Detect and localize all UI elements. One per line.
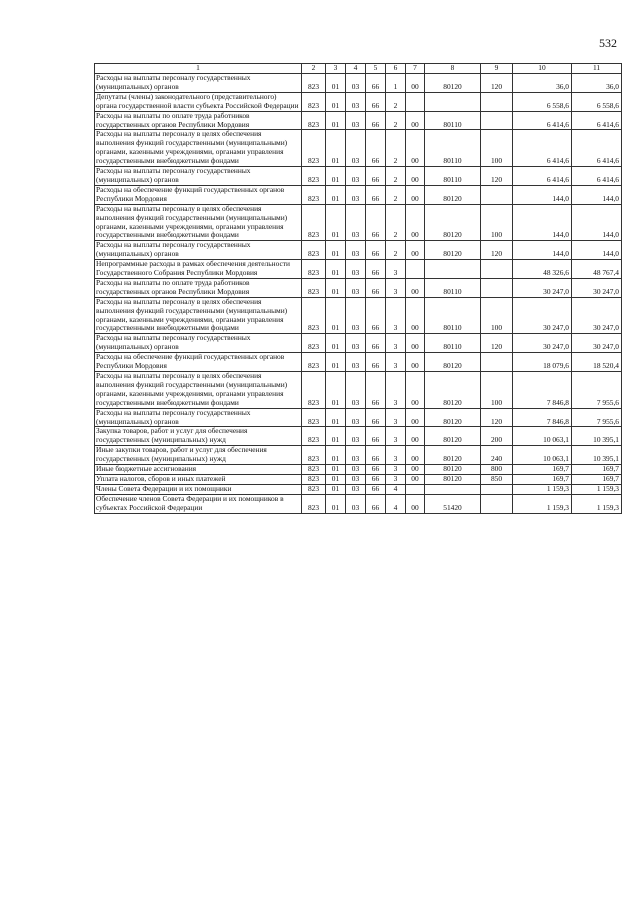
- amount-cell: 144,0: [513, 185, 572, 204]
- amount-cell: 6 414,6: [513, 111, 572, 130]
- table-row: [95, 334, 622, 353]
- table-row: [95, 130, 622, 167]
- code-cell: 66: [366, 465, 386, 475]
- header-cell: 7: [406, 64, 425, 74]
- code-cell: 03: [346, 446, 366, 465]
- code-cell: 4: [386, 484, 406, 494]
- code-cell: 823: [302, 446, 326, 465]
- row-name-cell: Расходы на выплаты персоналу государственных (муниципальных) органов: [95, 241, 302, 260]
- amount-cell: 30 247,0: [513, 297, 572, 334]
- row-name-cell: Расходы на обеспечение функций государственных органов Республики Мордовия: [95, 185, 302, 204]
- code-cell: 00: [406, 241, 425, 260]
- code-cell: 823: [302, 465, 326, 475]
- header-cell: 6: [386, 64, 406, 74]
- code-cell: 4: [386, 494, 406, 513]
- budget-table: [94, 63, 622, 514]
- header-cell: 4: [346, 64, 366, 74]
- amount-cell: 10 063,1: [513, 427, 572, 446]
- code-cell: [481, 185, 513, 204]
- amount-cell: 30 247,0: [513, 278, 572, 297]
- amount-cell: 30 247,0: [572, 334, 622, 353]
- table-row: [95, 74, 622, 93]
- code-cell: 80120: [425, 427, 481, 446]
- row-name-cell: Иные бюджетные ассигнования: [95, 465, 302, 475]
- header-cell: 9: [481, 64, 513, 74]
- header-cell: 8: [425, 64, 481, 74]
- code-cell: 03: [346, 408, 366, 427]
- code-cell: 00: [406, 185, 425, 204]
- code-cell: 100: [481, 204, 513, 241]
- code-cell: 3: [386, 465, 406, 475]
- row-name-cell: Расходы на выплаты по оплате труда работников государственных органов Республики Мордовия: [95, 278, 302, 297]
- code-cell: 01: [326, 353, 346, 372]
- code-cell: 03: [346, 92, 366, 111]
- row-name-cell: Иные закупки товаров, работ и услуг для обеспечения государственных (муниципальных) нужд: [95, 446, 302, 465]
- code-cell: 00: [406, 204, 425, 241]
- code-cell: [406, 92, 425, 111]
- amount-cell: 30 247,0: [572, 297, 622, 334]
- code-cell: 66: [366, 372, 386, 409]
- amount-cell: 144,0: [572, 204, 622, 241]
- code-cell: 03: [346, 372, 366, 409]
- code-cell: 823: [302, 260, 326, 279]
- header-cell: 1: [95, 64, 302, 74]
- table-row: [95, 408, 622, 427]
- code-cell: 120: [481, 408, 513, 427]
- code-cell: 66: [366, 297, 386, 334]
- table-row: [95, 204, 622, 241]
- code-cell: 66: [366, 204, 386, 241]
- row-name-cell: Расходы на выплаты персоналу в целях обеспечения выполнения функций государственными (муниципальными) органами, казенными учреждениями, органами управления государственными внебюджетными фондами: [95, 130, 302, 167]
- code-cell: 823: [302, 130, 326, 167]
- code-cell: 03: [346, 185, 366, 204]
- amount-cell: 144,0: [513, 204, 572, 241]
- code-cell: 00: [406, 427, 425, 446]
- code-cell: 01: [326, 278, 346, 297]
- code-cell: 66: [366, 130, 386, 167]
- code-cell: 01: [326, 334, 346, 353]
- code-cell: 01: [326, 92, 346, 111]
- code-cell: 03: [346, 111, 366, 130]
- amount-cell: 18 520,4: [572, 353, 622, 372]
- code-cell: 66: [366, 474, 386, 484]
- table-row: [95, 372, 622, 409]
- code-cell: [425, 260, 481, 279]
- code-cell: 80120: [425, 74, 481, 93]
- amount-cell: 48 326,6: [513, 260, 572, 279]
- row-name-cell: Расходы на выплаты персоналу в целях обеспечения выполнения функций государственными (муниципальными) органами, казенными учреждениями, органами управления государственными внебюджетными фондами: [95, 297, 302, 334]
- amount-cell: 7 846,8: [513, 408, 572, 427]
- code-cell: 3: [386, 353, 406, 372]
- code-cell: 80120: [425, 241, 481, 260]
- code-cell: 01: [326, 427, 346, 446]
- code-cell: [425, 92, 481, 111]
- code-cell: [425, 484, 481, 494]
- row-name-cell: Расходы на обеспечение функций государственных органов Республики Мордовия: [95, 353, 302, 372]
- code-cell: [481, 111, 513, 130]
- code-cell: 823: [302, 185, 326, 204]
- code-cell: 823: [302, 111, 326, 130]
- code-cell: 80120: [425, 185, 481, 204]
- code-cell: 03: [346, 204, 366, 241]
- code-cell: 823: [302, 92, 326, 111]
- amount-cell: 169,7: [572, 465, 622, 475]
- code-cell: 01: [326, 297, 346, 334]
- code-cell: 00: [406, 408, 425, 427]
- code-cell: [481, 353, 513, 372]
- code-cell: 00: [406, 334, 425, 353]
- code-cell: 01: [326, 372, 346, 409]
- amount-cell: 36,0: [513, 74, 572, 93]
- code-cell: 1: [386, 74, 406, 93]
- code-cell: 00: [406, 111, 425, 130]
- code-cell: 850: [481, 474, 513, 484]
- code-cell: 80110: [425, 130, 481, 167]
- code-cell: 66: [366, 427, 386, 446]
- code-cell: 00: [406, 465, 425, 475]
- code-cell: 800: [481, 465, 513, 475]
- code-cell: 66: [366, 278, 386, 297]
- code-cell: 00: [406, 474, 425, 484]
- code-cell: 66: [366, 334, 386, 353]
- amount-cell: 1 159,3: [513, 484, 572, 494]
- code-cell: 00: [406, 130, 425, 167]
- code-cell: 80110: [425, 297, 481, 334]
- code-cell: 823: [302, 408, 326, 427]
- code-cell: 03: [346, 427, 366, 446]
- amount-cell: 6 414,6: [513, 130, 572, 167]
- code-cell: 66: [366, 74, 386, 93]
- code-cell: 823: [302, 334, 326, 353]
- code-cell: 01: [326, 465, 346, 475]
- code-cell: 100: [481, 130, 513, 167]
- code-cell: 200: [481, 427, 513, 446]
- table-row: [95, 260, 622, 279]
- row-name-cell: Расходы на выплаты персоналу государственных (муниципальных) органов: [95, 74, 302, 93]
- code-cell: 80120: [425, 474, 481, 484]
- code-cell: 3: [386, 408, 406, 427]
- code-cell: 01: [326, 130, 346, 167]
- amount-cell: 169,7: [513, 465, 572, 475]
- code-cell: 2: [386, 167, 406, 186]
- code-cell: 823: [302, 241, 326, 260]
- amount-cell: 6 414,6: [572, 167, 622, 186]
- amount-cell: 36,0: [572, 74, 622, 93]
- code-cell: 00: [406, 353, 425, 372]
- amount-cell: 169,7: [513, 474, 572, 484]
- code-cell: 823: [302, 372, 326, 409]
- header-cell: 3: [326, 64, 346, 74]
- row-name-cell: Обеспечение членов Совета Федерации и их помощников в субъектах Российской Федерации: [95, 494, 302, 513]
- code-cell: 03: [346, 278, 366, 297]
- amount-cell: 7 955,6: [572, 372, 622, 409]
- table-row: [95, 111, 622, 130]
- amount-cell: 18 079,6: [513, 353, 572, 372]
- amount-cell: 144,0: [572, 241, 622, 260]
- code-cell: 80110: [425, 334, 481, 353]
- code-cell: [481, 92, 513, 111]
- code-cell: 01: [326, 241, 346, 260]
- code-cell: 3: [386, 427, 406, 446]
- amount-cell: 48 767,4: [572, 260, 622, 279]
- code-cell: 03: [346, 297, 366, 334]
- code-cell: 01: [326, 167, 346, 186]
- code-cell: 823: [302, 204, 326, 241]
- code-cell: 01: [326, 185, 346, 204]
- code-cell: 66: [366, 446, 386, 465]
- table-row: [95, 278, 622, 297]
- code-cell: 823: [302, 427, 326, 446]
- code-cell: 00: [406, 372, 425, 409]
- code-cell: 03: [346, 167, 366, 186]
- code-cell: 2: [386, 111, 406, 130]
- amount-cell: 144,0: [572, 185, 622, 204]
- code-cell: 00: [406, 167, 425, 186]
- code-cell: 3: [386, 278, 406, 297]
- code-cell: 01: [326, 474, 346, 484]
- code-cell: 00: [406, 446, 425, 465]
- code-cell: 03: [346, 260, 366, 279]
- code-cell: 01: [326, 446, 346, 465]
- header-cell: 2: [302, 64, 326, 74]
- code-cell: 2: [386, 130, 406, 167]
- code-cell: 3: [386, 297, 406, 334]
- table-row: [95, 297, 622, 334]
- amount-cell: 1 159,3: [572, 484, 622, 494]
- code-cell: 3: [386, 446, 406, 465]
- code-cell: 00: [406, 278, 425, 297]
- code-cell: 80120: [425, 353, 481, 372]
- code-cell: 01: [326, 484, 346, 494]
- code-cell: [406, 260, 425, 279]
- code-cell: 823: [302, 297, 326, 334]
- table-header-row: [95, 64, 622, 74]
- table-row: [95, 92, 622, 111]
- amount-cell: 1 159,3: [513, 494, 572, 513]
- row-name-cell: Уплата налогов, сборов и иных платежей: [95, 474, 302, 484]
- amount-cell: 7 955,6: [572, 408, 622, 427]
- code-cell: 3: [386, 334, 406, 353]
- code-cell: 66: [366, 111, 386, 130]
- code-cell: 66: [366, 494, 386, 513]
- code-cell: 3: [386, 474, 406, 484]
- code-cell: 823: [302, 278, 326, 297]
- code-cell: 2: [386, 204, 406, 241]
- amount-cell: 6 558,6: [572, 92, 622, 111]
- code-cell: 2: [386, 185, 406, 204]
- code-cell: 80120: [425, 372, 481, 409]
- code-cell: 66: [366, 353, 386, 372]
- code-cell: 100: [481, 297, 513, 334]
- row-name-cell: Члены Совета Федерации и их помощники: [95, 484, 302, 494]
- table-row: [95, 465, 622, 475]
- code-cell: 80120: [425, 446, 481, 465]
- code-cell: 240: [481, 446, 513, 465]
- amount-cell: 6 558,6: [513, 92, 572, 111]
- code-cell: 66: [366, 185, 386, 204]
- table-row: [95, 484, 622, 494]
- amount-cell: 30 247,0: [572, 278, 622, 297]
- code-cell: 01: [326, 408, 346, 427]
- code-cell: 00: [406, 494, 425, 513]
- code-cell: 66: [366, 241, 386, 260]
- amount-cell: 1 159,3: [572, 494, 622, 513]
- page-number: 532: [599, 36, 617, 50]
- code-cell: 66: [366, 260, 386, 279]
- code-cell: 823: [302, 474, 326, 484]
- code-cell: 823: [302, 353, 326, 372]
- code-cell: 03: [346, 241, 366, 260]
- code-cell: 03: [346, 474, 366, 484]
- table-row: [95, 185, 622, 204]
- code-cell: 03: [346, 130, 366, 167]
- code-cell: 823: [302, 484, 326, 494]
- code-cell: 00: [406, 297, 425, 334]
- code-cell: 3: [386, 260, 406, 279]
- amount-cell: 6 414,6: [572, 130, 622, 167]
- row-name-cell: Расходы на выплаты персоналу государственных (муниципальных) органов: [95, 408, 302, 427]
- amount-cell: 10 395,1: [572, 427, 622, 446]
- code-cell: 03: [346, 484, 366, 494]
- code-cell: 66: [366, 92, 386, 111]
- code-cell: 823: [302, 74, 326, 93]
- code-cell: 2: [386, 241, 406, 260]
- code-cell: 03: [346, 353, 366, 372]
- row-name-cell: Депутаты (члены) законодательного (представительного) органа государственной власти субъекта Российской Федерации: [95, 92, 302, 111]
- amount-cell: 144,0: [513, 241, 572, 260]
- header-cell: 5: [366, 64, 386, 74]
- code-cell: 00: [406, 74, 425, 93]
- code-cell: [481, 484, 513, 494]
- row-name-cell: Закупка товаров, работ и услуг для обеспечения государственных (муниципальных) нужд: [95, 427, 302, 446]
- code-cell: 120: [481, 334, 513, 353]
- code-cell: 80110: [425, 167, 481, 186]
- table-row: [95, 241, 622, 260]
- table-row: [95, 167, 622, 186]
- amount-cell: 10 395,1: [572, 446, 622, 465]
- code-cell: 01: [326, 260, 346, 279]
- code-cell: 80110: [425, 278, 481, 297]
- table-row: [95, 353, 622, 372]
- code-cell: 03: [346, 74, 366, 93]
- amount-cell: 6 414,6: [513, 167, 572, 186]
- amount-cell: 7 846,8: [513, 372, 572, 409]
- amount-cell: 6 414,6: [572, 111, 622, 130]
- code-cell: 01: [326, 204, 346, 241]
- code-cell: 120: [481, 167, 513, 186]
- table-row: [95, 474, 622, 484]
- row-name-cell: Расходы на выплаты персоналу в целях обеспечения выполнения функций государственными (муниципальными) органами, казенными учреждениями, органами управления государственными внебюджетными фондами: [95, 204, 302, 241]
- code-cell: 03: [346, 465, 366, 475]
- amount-cell: 30 247,0: [513, 334, 572, 353]
- code-cell: 03: [346, 334, 366, 353]
- code-cell: 80120: [425, 408, 481, 427]
- code-cell: 66: [366, 167, 386, 186]
- code-cell: [481, 494, 513, 513]
- code-cell: [481, 260, 513, 279]
- code-cell: 80120: [425, 204, 481, 241]
- amount-cell: 10 063,1: [513, 446, 572, 465]
- code-cell: 01: [326, 494, 346, 513]
- table-row: [95, 446, 622, 465]
- code-cell: 03: [346, 494, 366, 513]
- code-cell: 823: [302, 494, 326, 513]
- code-cell: 66: [366, 484, 386, 494]
- row-name-cell: Расходы на выплаты персоналу государственных (муниципальных) органов: [95, 334, 302, 353]
- amount-cell: 169,7: [572, 474, 622, 484]
- code-cell: 66: [366, 408, 386, 427]
- header-cell: 11: [572, 64, 622, 74]
- code-cell: 120: [481, 74, 513, 93]
- code-cell: [406, 484, 425, 494]
- row-name-cell: Непрограммные расходы в рамках обеспечения деятельности Государственного Собрания Республики Мордовия: [95, 260, 302, 279]
- code-cell: 01: [326, 74, 346, 93]
- code-cell: 80110: [425, 111, 481, 130]
- header-cell: 10: [513, 64, 572, 74]
- code-cell: [481, 278, 513, 297]
- code-cell: 51420: [425, 494, 481, 513]
- row-name-cell: Расходы на выплаты персоналу в целях обеспечения выполнения функций государственными (муниципальными) органами, казенными учреждениями, органами управления государственными внебюджетными фондами: [95, 372, 302, 409]
- table-row: [95, 494, 622, 513]
- code-cell: 01: [326, 111, 346, 130]
- code-cell: 3: [386, 372, 406, 409]
- table-row: [95, 427, 622, 446]
- row-name-cell: Расходы на выплаты по оплате труда работников государственных органов Республики Мордовия: [95, 111, 302, 130]
- code-cell: 823: [302, 167, 326, 186]
- code-cell: 80120: [425, 465, 481, 475]
- code-cell: 2: [386, 92, 406, 111]
- code-cell: 100: [481, 372, 513, 409]
- row-name-cell: Расходы на выплаты персоналу государственных (муниципальных) органов: [95, 167, 302, 186]
- code-cell: 120: [481, 241, 513, 260]
